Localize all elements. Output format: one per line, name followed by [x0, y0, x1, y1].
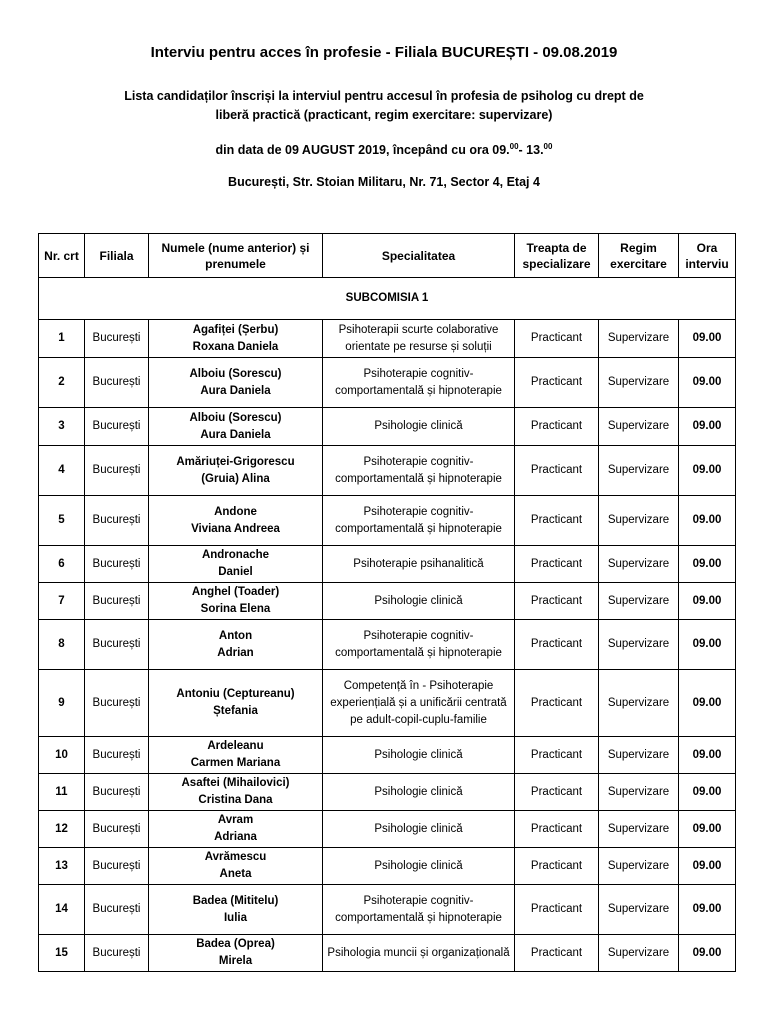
- date-sup-1: 00: [509, 142, 519, 151]
- table-row: [39, 935, 736, 972]
- row-ora: 09.00: [679, 811, 736, 848]
- row-treapta: Practicant: [515, 583, 599, 620]
- row-regim: Supervizare: [599, 885, 679, 935]
- row-specialitatea: Psihologie clinică: [323, 811, 515, 848]
- row-name: [149, 774, 323, 811]
- row-name: [149, 408, 323, 446]
- row-treapta: Practicant: [515, 811, 599, 848]
- row-ora: 09.00: [679, 446, 736, 496]
- row-name: [149, 811, 323, 848]
- candidates-table: [38, 233, 736, 972]
- row-regim: Supervizare: [599, 358, 679, 408]
- row-treapta: Practicant: [515, 408, 599, 446]
- row-name-line-1: Agafiței (Șerbu): [192, 323, 279, 336]
- row-filiala: București: [85, 774, 149, 811]
- row-filiala: București: [85, 583, 149, 620]
- row-filiala: București: [85, 546, 149, 583]
- row-name-line-1: Avrămescu: [204, 851, 267, 863]
- row-regim: Supervizare: [599, 670, 679, 737]
- row-treapta: Practicant: [515, 885, 599, 935]
- row-treapta: Practicant: [515, 496, 599, 546]
- row-name-line-1: Alboiu (Sorescu): [189, 367, 282, 380]
- row-nr: 1: [39, 320, 85, 358]
- row-specialitatea: Psihologie clinică: [323, 737, 515, 774]
- row-name-line-2: Carmen Mariana: [190, 757, 281, 769]
- row-filiala: București: [85, 737, 149, 774]
- row-ora: 09.00: [679, 774, 736, 811]
- row-treapta: Practicant: [515, 546, 599, 583]
- row-specialitatea: Psihoterapie cognitiv-comportamentală și hipnoterapie: [323, 496, 515, 546]
- table-row: [39, 670, 736, 737]
- row-nr: 15: [39, 935, 85, 972]
- row-name: [149, 737, 323, 774]
- row-name-line-2: Daniel: [218, 566, 253, 578]
- row-name-line-2: Mirela: [218, 955, 253, 967]
- row-filiala: București: [85, 408, 149, 446]
- row-nr: 14: [39, 885, 85, 935]
- row-name: [149, 935, 323, 972]
- row-name-line-1: Alboiu (Sorescu): [189, 411, 282, 424]
- row-nr: 13: [39, 848, 85, 885]
- header-row: [39, 234, 736, 278]
- table-row: [39, 620, 736, 670]
- header-nr: Nr. crt: [39, 234, 85, 278]
- row-name-line-1: Anton: [218, 629, 253, 642]
- row-name-line-1: Antoniu (Ceptureanu): [176, 688, 295, 700]
- table-row: [39, 358, 736, 408]
- table-row: [39, 885, 736, 935]
- row-name-line-1: Ardeleanu: [207, 740, 264, 752]
- row-name-line-1: Asaftei (Mihailovici): [181, 777, 290, 789]
- row-filiala: București: [85, 670, 149, 737]
- row-name: [149, 885, 323, 935]
- row-ora: 09.00: [679, 546, 736, 583]
- row-name-line-2: Viviana Andreea: [191, 522, 280, 535]
- row-filiala: București: [85, 320, 149, 358]
- row-name: [149, 620, 323, 670]
- row-nr: 3: [39, 408, 85, 446]
- header-regim: Regim exercitare: [599, 234, 679, 278]
- row-name-line-2: Cristina Dana: [198, 794, 273, 806]
- table-row: [39, 446, 736, 496]
- row-nr: 2: [39, 358, 85, 408]
- table-row: [39, 811, 736, 848]
- row-regim: Supervizare: [599, 583, 679, 620]
- intro-line-2: liberă practică (practicant, regim exercitare: supervizare): [215, 108, 553, 122]
- intro-line-1: Lista candidaților înscriși la interviul pentru accesul în profesia de psiholog cu drept de: [124, 89, 644, 103]
- row-treapta: Practicant: [515, 670, 599, 737]
- row-name-line-1: Avram: [217, 814, 254, 826]
- row-treapta: Practicant: [515, 935, 599, 972]
- date-mid: - 13.: [518, 143, 544, 158]
- row-specialitatea: Psihoterapie cognitiv-comportamentală și hipnoterapie: [323, 620, 515, 670]
- row-regim: Supervizare: [599, 620, 679, 670]
- table-row: [39, 408, 736, 446]
- row-ora: 09.00: [679, 358, 736, 408]
- row-filiala: București: [85, 358, 149, 408]
- row-nr: 10: [39, 737, 85, 774]
- row-name: [149, 496, 323, 546]
- header-nume: Numele (nume anterior) și prenumele: [149, 234, 323, 278]
- row-name: [149, 848, 323, 885]
- row-name: [149, 358, 323, 408]
- table-row: [39, 320, 736, 358]
- row-ora: 09.00: [679, 848, 736, 885]
- row-treapta: Practicant: [515, 848, 599, 885]
- header-ora: Ora interviu: [679, 234, 736, 278]
- row-treapta: Practicant: [515, 446, 599, 496]
- row-specialitatea: Psihoterapii scurte colaborative orientate pe resurse și soluții: [323, 320, 515, 358]
- table-row: [39, 774, 736, 811]
- table-row: [39, 496, 736, 546]
- row-name-line-2: Aura Daniela: [200, 384, 271, 397]
- row-specialitatea: Psihoterapie psihanalitică: [323, 546, 515, 583]
- row-filiala: București: [85, 811, 149, 848]
- row-filiala: București: [85, 446, 149, 496]
- row-name-line-1: Andronache: [201, 549, 270, 561]
- row-nr: 5: [39, 496, 85, 546]
- row-name-line-2: Sorina Elena: [200, 603, 271, 615]
- row-ora: 09.00: [679, 320, 736, 358]
- row-name: [149, 320, 323, 358]
- date-prefix: din data de 09 AUGUST 2019, începând cu ora 09.: [215, 143, 510, 158]
- row-name-line-2: Adriana: [214, 831, 257, 843]
- row-filiala: București: [85, 496, 149, 546]
- row-name-line-2: Aura Daniela: [200, 428, 271, 441]
- row-name-line-2: Roxana Daniela: [192, 340, 279, 353]
- row-name: [149, 583, 323, 620]
- document-title: Interviu pentru acces în profesie - Filiala BUCUREȘTI - 09.08.2019: [150, 44, 618, 61]
- row-regim: Supervizare: [599, 737, 679, 774]
- row-specialitatea: Psihologie clinică: [323, 848, 515, 885]
- row-specialitatea: Psihoterapie cognitiv-comportamentală și hipnoterapie: [323, 358, 515, 408]
- row-ora: 09.00: [679, 408, 736, 446]
- row-specialitatea: Psihologia muncii și organizațională: [323, 935, 515, 972]
- row-regim: Supervizare: [599, 774, 679, 811]
- row-name-line-2: (Gruia) Alina: [201, 472, 270, 485]
- row-name: [149, 670, 323, 737]
- row-name-line-1: Andone: [214, 505, 257, 518]
- subcommission-label: SUBCOMISIA 1: [39, 278, 736, 320]
- row-ora: 09.00: [679, 935, 736, 972]
- header-filiala: Filiala: [85, 234, 149, 278]
- row-ora: 09.00: [679, 583, 736, 620]
- row-ora: 09.00: [679, 496, 736, 546]
- row-specialitatea: Psihoterapie cognitiv-comportamentală și hipnoterapie: [323, 446, 515, 496]
- row-specialitatea: Psihoterapie cognitiv-comportamentală și hipnoterapie: [323, 885, 515, 935]
- row-nr: 6: [39, 546, 85, 583]
- date-line: [0, 142, 768, 157]
- table-row: [39, 546, 736, 583]
- row-name-line-1: Badea (Oprea): [196, 938, 275, 950]
- row-specialitatea: Psihologie clinică: [323, 583, 515, 620]
- row-nr: 12: [39, 811, 85, 848]
- row-treapta: Practicant: [515, 774, 599, 811]
- row-name-line-2: Adrian: [217, 646, 254, 659]
- row-regim: Supervizare: [599, 320, 679, 358]
- table-row: [39, 737, 736, 774]
- row-regim: Supervizare: [599, 496, 679, 546]
- header-specialitatea: Specialitatea: [323, 234, 515, 278]
- row-filiala: București: [85, 848, 149, 885]
- row-filiala: București: [85, 885, 149, 935]
- row-regim: Supervizare: [599, 935, 679, 972]
- row-regim: Supervizare: [599, 811, 679, 848]
- row-ora: 09.00: [679, 670, 736, 737]
- row-treapta: Practicant: [515, 620, 599, 670]
- row-name-line-1: Badea (Mititelu): [192, 894, 279, 907]
- row-name-line-2: Iulia: [223, 911, 247, 924]
- row-ora: 09.00: [679, 620, 736, 670]
- row-nr: 11: [39, 774, 85, 811]
- row-ora: 09.00: [679, 885, 736, 935]
- row-specialitatea: Psihologie clinică: [323, 774, 515, 811]
- row-filiala: București: [85, 620, 149, 670]
- row-regim: Supervizare: [599, 446, 679, 496]
- row-nr: 9: [39, 670, 85, 737]
- row-filiala: București: [85, 935, 149, 972]
- row-regim: Supervizare: [599, 408, 679, 446]
- row-name: [149, 446, 323, 496]
- row-nr: 4: [39, 446, 85, 496]
- table-row: [39, 848, 736, 885]
- row-nr: 7: [39, 583, 85, 620]
- row-treapta: Practicant: [515, 320, 599, 358]
- table-row: [39, 583, 736, 620]
- row-treapta: Practicant: [515, 737, 599, 774]
- address-line: București, Str. Stoian Militaru, Nr. 71, Sector 4, Etaj 4: [228, 175, 540, 189]
- row-name-line-2: Ștefania: [213, 705, 258, 717]
- row-specialitatea: Competență în - Psihoterapie experiențială și a unificării centrată pe adult-copil-cuplu-familie: [323, 670, 515, 737]
- row-name: [149, 546, 323, 583]
- row-name-line-1: Amăriuței-Grigorescu: [176, 455, 295, 468]
- row-treapta: Practicant: [515, 358, 599, 408]
- row-ora: 09.00: [679, 737, 736, 774]
- row-name-line-1: Anghel (Toader): [191, 586, 280, 598]
- row-regim: Supervizare: [599, 848, 679, 885]
- date-sup-2: 00: [543, 142, 553, 151]
- header-treapta: Treapta de specializare: [515, 234, 599, 278]
- row-name-line-2: Aneta: [219, 868, 252, 880]
- subcommission-row: [39, 278, 736, 320]
- row-specialitatea: Psihologie clinică: [323, 408, 515, 446]
- row-nr: 8: [39, 620, 85, 670]
- row-regim: Supervizare: [599, 546, 679, 583]
